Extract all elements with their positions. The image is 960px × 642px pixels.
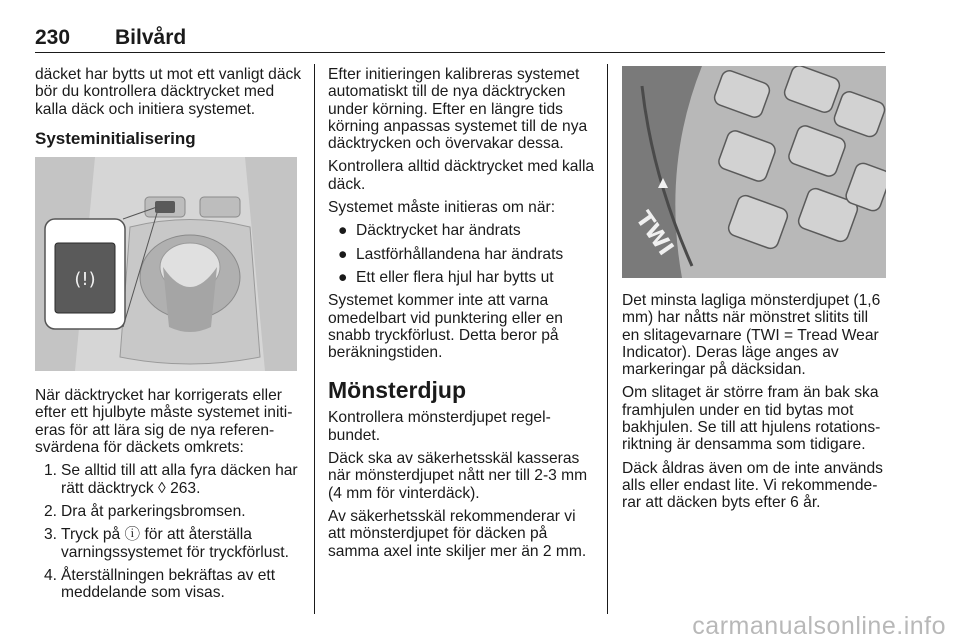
init-paragraph: När däcktrycket har korrigerats eller efter ett hjulbyte måste systemet initi-eras för att lära sig de nya referen-svärdena för däckets omkrets: <box>35 387 293 457</box>
init-steps <box>35 462 303 601</box>
column-1 <box>35 66 303 607</box>
step-number: 2. <box>44 502 58 520</box>
step-item <box>35 567 303 602</box>
tread-depth-heading: Mönsterdjup <box>328 377 466 404</box>
step-text: Se alltid till att alla fyra däcken har rätt däcktryck ◊ 263. <box>61 462 298 497</box>
list-item: ● Ett eller flera hjul har bytts ut <box>338 268 554 286</box>
step-text: Tryck på ⓘ för att återställa varningssystemet för tryckförlust. <box>61 526 289 561</box>
step-item <box>35 462 303 497</box>
step-item <box>35 526 303 561</box>
svg-text:(!): (!) <box>74 269 96 291</box>
step-number: 3. <box>44 526 58 544</box>
rotation-paragraph: Om slitaget är större fram än bak ska framhjulen under en tid bytas mot bakhjulen. Se till att hjulens rotations-riktning är densamma som tidigare. <box>622 384 881 454</box>
page-header <box>35 26 885 52</box>
calibration-paragraph: Efter initieringen kalibreras systemet automatiskt till de nya däcktrycken under körning. Efter en längre tids körning anpassas systemet till de nya däcktrycken och övervakar dessa. <box>328 66 588 153</box>
list-item: ● Däcktrycket har ändrats <box>338 222 521 240</box>
header-rule <box>35 52 885 53</box>
section-title: Bilvård <box>115 26 187 49</box>
tyre-tread-svg <box>622 66 886 278</box>
aging-paragraph: Däck åldras även om de inte används alls eller endast lite. Vi rekommende-rar att däcken byts efter 6 år. <box>622 459 883 512</box>
site-watermark: carmanualsonline.info <box>692 612 946 640</box>
tread-check-paragraph: Kontrollera mönsterdjupet regel-bundet. <box>328 409 551 444</box>
warning-paragraph: Systemet kommer inte att varna omedelbart vid punktering eller en snabb tryckförlust. Detta beror på beräkningstiden. <box>328 292 563 362</box>
step-item <box>35 503 303 520</box>
list-item: ● Lastförhållandena har ändrats <box>338 245 564 263</box>
column-2 <box>328 66 596 566</box>
tread-axle-paragraph: Av säkerhetsskäl rekommenderar vi att mönsterdjupet för däcken på samma axel inte skiljer mer än 2 mm. <box>328 507 587 560</box>
column-divider <box>314 64 315 614</box>
column-3 <box>622 292 888 518</box>
page-number: 230 <box>35 26 71 49</box>
reinit-intro: Systemet måste initieras om när: <box>328 199 556 217</box>
bullet-icon: ● <box>338 222 348 240</box>
console-illustration <box>35 157 297 371</box>
subheading: Systeminitialisering <box>35 128 196 148</box>
cold-check-paragraph: Kontrollera alltid däcktrycket med kalla däck. <box>328 158 595 193</box>
step-number: 1. <box>44 462 58 480</box>
reinit-conditions <box>328 222 596 286</box>
step-number: 4. <box>44 566 58 584</box>
step-text: Dra åt parkeringsbromsen. <box>61 502 246 520</box>
twi-label: TWI <box>630 207 678 261</box>
twi-paragraph: Det minsta lagliga mönsterdjupet (1,6 mm) har nåtts när mönstret slitits till en slitagevarnare (TWI = Tread Wear Indicator). Deras läge anges av markeringar på däcksidan. <box>622 292 881 379</box>
step-text: Återställningen bekräftas av ett meddelande som visas. <box>61 566 276 602</box>
tyre-tread-illustration <box>622 66 886 278</box>
tread-discard-paragraph: Däck ska av säkerhetsskäl kasseras när mönsterdjupet nått ner till 2-3 mm (4 mm för vinterdäck). <box>328 450 588 502</box>
intro-paragraph: däcket har bytts ut mot ett vanligt däck bör du kontrollera däcktrycket med kalla däck och initiera systemet. <box>35 66 302 118</box>
console-illustration-svg <box>35 157 297 371</box>
bullet-icon: ● <box>338 245 348 263</box>
column-divider <box>607 64 608 614</box>
bullet-icon: ● <box>338 268 348 286</box>
